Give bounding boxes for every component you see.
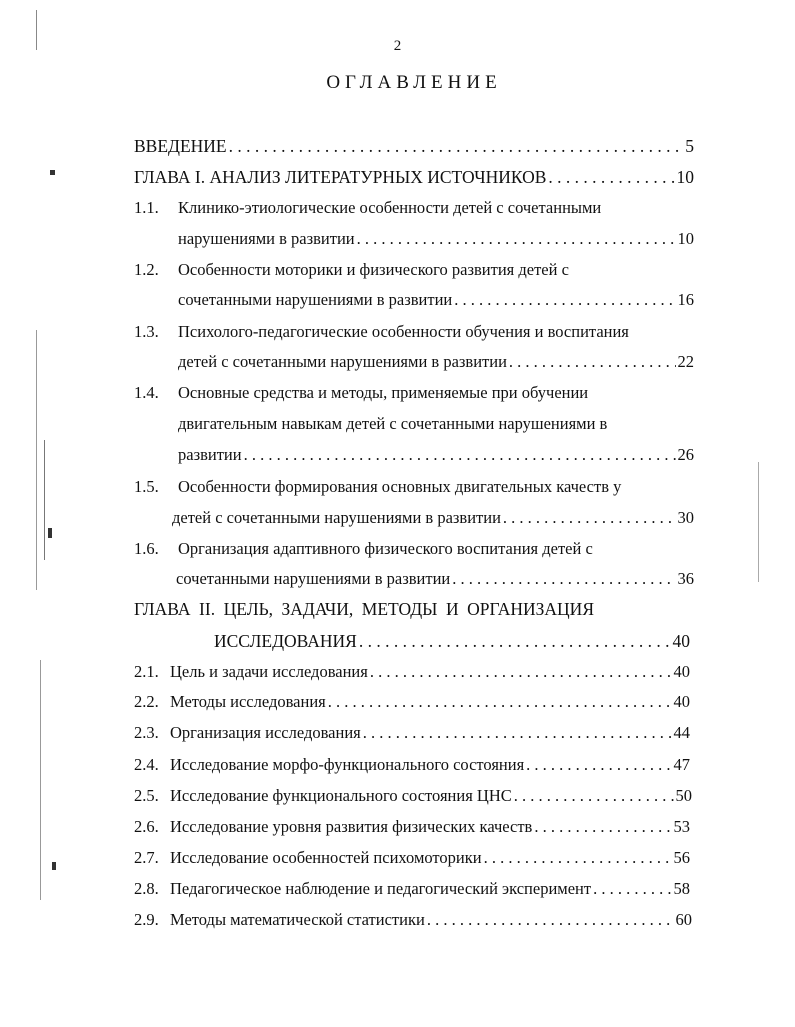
entry-text: Методы исследования: [170, 692, 326, 711]
entry-number: 2.7.: [134, 848, 159, 867]
toc-entry-intro[interactable]: [134, 136, 694, 156]
leader-dots: [229, 136, 684, 156]
toc-entry-2-9[interactable]: [134, 910, 692, 930]
scan-artifact: [48, 528, 52, 538]
leader-dots: [534, 817, 671, 837]
entry-number: 2.2.: [134, 692, 159, 711]
entry-page: 10: [676, 167, 694, 187]
entry-text: сочетанными нарушениями в развитии: [178, 290, 453, 309]
entry-page: 53: [673, 817, 690, 836]
leader-dots: [452, 569, 675, 589]
toc-entry-chapter-2-line1[interactable]: [134, 599, 594, 619]
entry-text: детей с сочетанными нарушениями в развитии: [172, 508, 501, 527]
leader-dots: [454, 290, 675, 310]
entry-page: 22: [677, 352, 694, 371]
toc-entry-1-3-line1[interactable]: [134, 322, 629, 342]
leader-dots: [514, 786, 674, 806]
leader-dots: [359, 631, 671, 651]
entry-text: Основные средства и методы, применяемые при обучении: [178, 383, 589, 402]
toc-entry-1-1-line2[interactable]: [178, 229, 694, 249]
leader-dots: [363, 723, 672, 743]
toc-entry-1-5-line1[interactable]: [134, 477, 621, 497]
leader-dots: [427, 910, 674, 930]
entry-page: 40: [673, 692, 690, 711]
entry-text: сочетанными нарушениями в развитии: [176, 569, 451, 588]
entry-number: 2.5.: [134, 786, 159, 805]
toc-entry-1-1-line1[interactable]: [134, 198, 601, 218]
entry-text: Исследование особенностей психомоторики: [170, 848, 482, 867]
leader-dots: [357, 229, 676, 249]
entry-page: 50: [675, 786, 692, 805]
entry-page: 58: [673, 879, 690, 898]
entry-number: 2.3.: [134, 723, 159, 742]
scan-artifact: [52, 862, 56, 870]
entry-page: 40: [672, 631, 690, 651]
toc-entry-1-2-line1[interactable]: [134, 260, 569, 280]
toc-entry-chapter-1[interactable]: [134, 167, 694, 187]
scan-artifact: [758, 462, 759, 582]
entry-text: двигательным навыкам детей с сочетанными нарушениями в: [178, 414, 608, 433]
page-number: 2: [393, 38, 402, 54]
leader-dots: [593, 879, 671, 899]
entry-text: ВВЕДЕНИЕ: [134, 136, 227, 156]
entry-text: Методы математической статистики: [170, 910, 425, 929]
entry-number: 2.4.: [134, 755, 159, 774]
toc-entry-2-2[interactable]: [134, 692, 690, 712]
leader-dots: [370, 662, 672, 682]
leader-dots: [484, 848, 672, 868]
entry-number: 1.5.: [134, 477, 159, 496]
toc-entry-1-4-line3[interactable]: [178, 445, 694, 465]
toc-entry-1-4-line1[interactable]: [134, 383, 588, 403]
leader-dots: [503, 508, 676, 528]
toc-entry-1-2-line2[interactable]: [178, 290, 694, 310]
entry-text: Исследование уровня развития физических качеств: [170, 817, 533, 836]
entry-number: 1.6.: [134, 539, 159, 558]
scan-artifact: [44, 440, 45, 560]
entry-text: Психолого-педагогические особенности обучения и воспитания: [178, 322, 629, 341]
toc-entry-1-5-line2[interactable]: [172, 508, 694, 528]
entry-page: 10: [677, 229, 694, 248]
leader-dots: [328, 692, 672, 712]
leader-dots: [548, 167, 674, 187]
entry-text: Организация исследования: [170, 723, 361, 742]
entry-text: развитии: [178, 445, 242, 464]
entry-page: 5: [685, 136, 694, 156]
entry-number: 1.3.: [134, 322, 159, 341]
toc-entry-2-8[interactable]: [134, 879, 690, 899]
entry-text: Цель и задачи исследования: [170, 662, 368, 681]
entry-page: 36: [677, 569, 694, 588]
leader-dots: [526, 755, 671, 775]
entry-number: 1.1.: [134, 198, 159, 217]
scan-artifact: [36, 10, 37, 50]
entry-page: 16: [677, 290, 694, 309]
entry-text: Особенности формирования основных двигательных качеств у: [178, 477, 622, 496]
entry-text: Исследование функционального состояния ЦНС: [170, 786, 512, 805]
scan-artifact: [40, 660, 41, 900]
entry-number: 2.8.: [134, 879, 159, 898]
entry-number: 2.1.: [134, 662, 159, 681]
entry-number: 1.4.: [134, 383, 159, 402]
toc-entry-chapter-2-line2[interactable]: [214, 631, 690, 651]
entry-text: ИССЛЕДОВАНИЯ: [214, 631, 357, 651]
leader-dots: [509, 352, 676, 372]
entry-text: ГЛАВА II. ЦЕЛЬ, ЗАДАЧИ, МЕТОДЫ И ОРГАНИЗАЦИЯ: [134, 599, 594, 619]
toc-entry-2-4[interactable]: [134, 755, 690, 775]
toc-entry-2-1[interactable]: [134, 662, 690, 682]
entry-page: 44: [673, 723, 690, 742]
entry-page: 56: [673, 848, 690, 867]
scan-artifact: [50, 170, 55, 175]
entry-page: 47: [673, 755, 690, 774]
entry-text: Организация адаптивного физического воспитания детей с: [178, 539, 593, 558]
entry-number: 2.6.: [134, 817, 159, 836]
scan-artifact: [36, 330, 37, 590]
entry-page: 30: [677, 508, 694, 527]
toc-entry-2-3[interactable]: [134, 723, 690, 743]
entry-text: Педагогическое наблюдение и педагогический эксперимент: [170, 879, 592, 898]
entry-text: Клинико-этиологические особенности детей с сочетанными: [178, 198, 602, 217]
entry-page: 60: [675, 910, 692, 929]
toc-entry-2-7[interactable]: [134, 848, 690, 868]
toc-entry-1-6-line1[interactable]: [134, 539, 593, 559]
toc-entry-1-6-line2[interactable]: [176, 569, 694, 589]
entry-text: Исследование морфо-функционального состояния: [170, 755, 525, 774]
leader-dots: [244, 445, 676, 465]
entry-number: 1.2.: [134, 260, 159, 279]
toc-entry-2-6[interactable]: [134, 817, 690, 837]
toc-entry-1-3-line2[interactable]: [178, 352, 694, 372]
entry-text: Особенности моторики и физического развития детей с: [178, 260, 569, 279]
entry-text: ГЛАВА I. АНАЛИЗ ЛИТЕРАТУРНЫХ ИСТОЧНИКОВ: [134, 167, 547, 187]
entry-page: 40: [673, 662, 690, 681]
entry-page: 26: [677, 445, 694, 464]
toc-entry-2-5[interactable]: [134, 786, 692, 806]
entry-text: нарушениями в развитии: [178, 229, 355, 248]
entry-number: 2.9.: [134, 910, 159, 929]
entry-text: детей с сочетанными нарушениями в развитии: [178, 352, 507, 371]
toc-title: ОГЛАВЛЕНИЕ: [326, 72, 502, 93]
toc-entry-1-4-line2[interactable]: [178, 414, 607, 434]
